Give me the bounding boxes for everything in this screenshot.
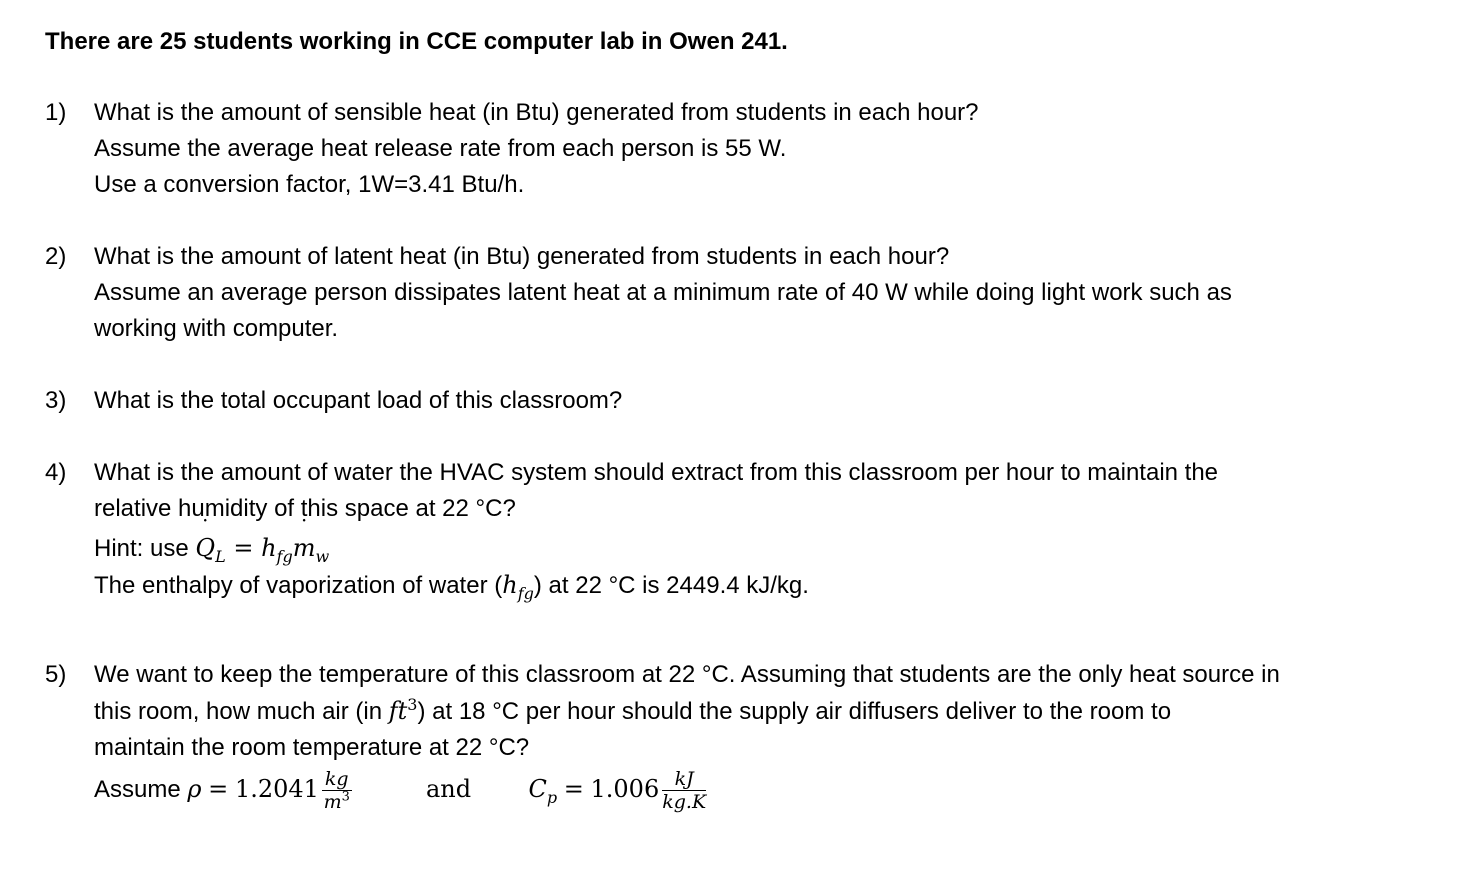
question-2 xyxy=(45,239,1445,347)
question-text: What is the amount of sensible heat (in Btu) generated from students in each hour? xyxy=(94,99,979,126)
equals-sign: = xyxy=(563,774,584,803)
question-text: We want to keep the temperature of this classroom at 22 °C. Assuming that students are the only heat source in xyxy=(94,661,1280,688)
question-text: relative humidity of this space at 22 °C? xyxy=(94,495,516,522)
cp-unit-fraction xyxy=(662,768,706,813)
rho-unit-fraction xyxy=(322,768,352,813)
hint-line xyxy=(94,527,1445,567)
question-text: maintain the room temperature at 22 °C? xyxy=(94,734,530,761)
question-number: 4) xyxy=(45,459,67,486)
hfg-symbol: $h_{fg}$ xyxy=(502,571,534,603)
rho-unit-top: kg xyxy=(322,768,352,791)
problem-title: There are 25 students working in CCE computer lab in Owen 241. xyxy=(45,28,788,55)
question-5 xyxy=(45,657,1445,813)
rho-unit-bottom: $m^3$ xyxy=(323,789,350,813)
enthalpy-text-post: ) at 22 °C is 2449.4 kJ/kg. xyxy=(533,572,809,599)
cp-symbol: $C_p$ xyxy=(528,774,558,807)
question-number: 2) xyxy=(45,243,67,270)
question-text: Assume an average person dissipates latent heat at a minimum rate of 40 W while doing light work such as xyxy=(94,279,1232,306)
assume-label: Assume xyxy=(94,775,188,803)
line2-pre: this room, how much air (in xyxy=(94,698,389,725)
equals-sign: = xyxy=(208,774,229,803)
cp-unit-bottom: kg.K xyxy=(662,791,707,813)
enthalpy-text-pre: The enthalpy of vaporization of water ( xyxy=(94,572,503,599)
question-text-line2 xyxy=(94,693,1445,730)
rho-value: 1.2041 xyxy=(234,774,319,803)
question-number: 5) xyxy=(45,661,67,688)
question-text: Assume the average heat release rate from each person is 55 W. xyxy=(94,135,787,162)
line2-post: ) at 18 °C per hour should the supply air diffusers deliver to the room to xyxy=(417,698,1172,725)
question-text: working with computer. xyxy=(94,315,339,342)
and-label: and xyxy=(425,774,472,803)
question-3 xyxy=(45,383,1445,419)
latent-heat-equation: ˙ $Q_L$ = $h_{fg}˙$ $m_w$ xyxy=(195,534,329,562)
cp-unit-top: kJ xyxy=(662,768,706,791)
question-text: What is the amount of latent heat (in Btu) generated from students in each hour? xyxy=(94,243,950,270)
question-number: 3) xyxy=(45,387,67,414)
question-number: 1) xyxy=(45,99,67,126)
question-text: Use a conversion factor, 1W=3.41 Btu/h. xyxy=(94,171,525,198)
question-1 xyxy=(45,95,1445,203)
question-text: What is the total occupant load of this classroom? xyxy=(94,387,623,414)
question-4 xyxy=(45,455,1445,604)
assumption-line xyxy=(94,768,1445,813)
hint-prefix: Hint: use xyxy=(94,535,196,562)
cp-value: 1.006 xyxy=(590,774,660,803)
question-text: What is the amount of water the HVAC system should extract from this classroom per hour to maintain the xyxy=(94,459,1219,486)
enthalpy-line xyxy=(94,567,1445,604)
rho-symbol: ρ xyxy=(187,774,202,803)
ft3-unit: $ft^3$ xyxy=(388,695,418,725)
